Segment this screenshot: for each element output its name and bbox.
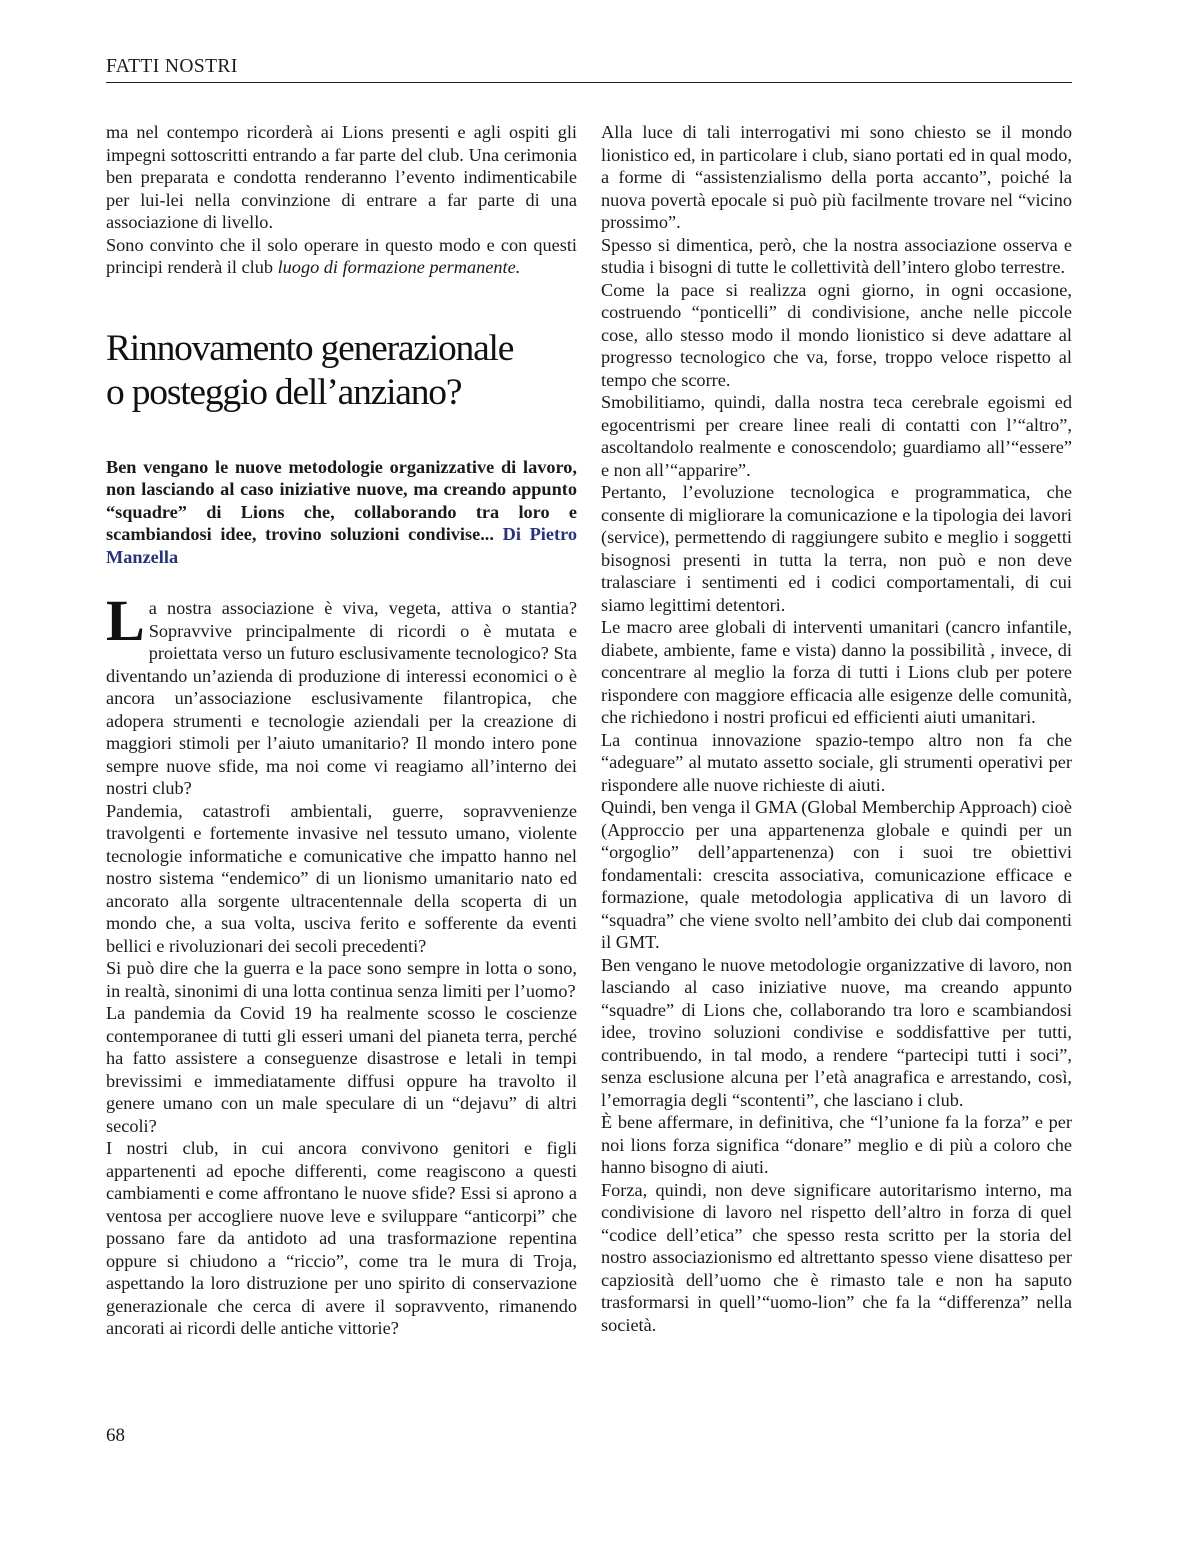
article-title-line-2: o posteggio dell’anziano? [106,371,462,413]
left-paragraph: Pandemia, catastrofi ambientali, guerre, sopravvenienze travolgenti e fortemente invasive nel tessuto umano, violente tecnologie informatiche e comunicative che impatto hanno nel nostro sistema “endemico” di un lionismo umanitario nato ed ancorato alla sorgente ultracentennale della scoperta di un mondo che, a sua volta, usciva ferito e sofferente da eventi bellici e rivoluzionari dei secoli precedenti? [106,800,577,956]
body-first-text: a nostra associazione è viva, vegeta, attiva o stantia? Sopravvive principalmente di ricordi o è mutata e proiettata verso un futuro esclusivamente tecnologico? Sta diventando un’azienda di produzione di interessi economici o è ancora un’associazione esclusivamente filantropica, che adopera strumenti e tecnologie aziendali per la creazione di maggiori stimoli per l’aiuto umanitario? Il mondo intero pone sempre nuove sfide, ma noi come vi reagiamo all’interno dei nostri club? [106,598,577,798]
left-paragraph: I nostri club, in cui ancora convivono genitori e figli appartenenti ad epoche differenti, come reagiscono a questi cambiamenti e come affrontano le nuove sfide? Essi si aprono a ventosa per accogliere nuove leve e sviluppare “anticorpi” che possano fare da antidoto ad una trasformazione repentina oppure si chiudono a “riccio”, come tra le mura di Troja, aspettando la loro distruzione per uno spirito di conservazione generazionale che cerca di avere il sopravvento, rimanendo ancorati ai ricordi delle antiche vittorie? [106,1138,577,1338]
drop-cap: L [106,588,145,653]
intro-paragraph-1: ma nel contempo ricorderà ai Lions presenti e agli ospiti gli impegni sottoscritti entrando a far parte del club. Una cerimonia ben preparata e condotta renderanno l’evento indimenticabile per lui-lei nella convinzione di entrare a far parte di una associazione di livello. [106,122,577,232]
right-paragraph: Alla luce di tali interrogativi mi sono chiesto se il mondo lionistico ed, in particolare i club, siano portati ed in qual modo, a forme di “assistenzialismo della porta accanto”, poiché la nuova povertà epocale si può più facilmente trovare nel “vicino prossimo”. [601,122,1072,232]
section-header: FATTI NOSTRI [106,56,238,77]
author-byline: Di Pietro Manzella [106,524,577,567]
right-paragraph: Forza, quindi, non deve significare autoritarismo interno, ma condivisione di lavoro nel rispetto dell’altro in forza di quel “codice dell’etica” che spesso resta scritto per la storia del nostro associazionismo ed altrettanto spesso viene disatteso per capziosità dell’uomo che è rimasto tale e non ha saputo trasformarsi in quell’“uomo-lion” che fa la “differenza” nella società. [601,1179,1072,1335]
left-paragraph: La pandemia da Covid 19 ha realmente scosso le coscienze contemporanee di tutti gli esseri umani del pianeta terra, perché ha fatto assistere a conseguenze disastrose e letali in tempi brevissimi e immediatamente diffusi oppure ha travolto il genere umano con un male speculare di un “dejavu” di altri secoli? [106,1003,577,1136]
body-paragraph-first [106,588,577,800]
lead-text: Ben vengano le nuove metodologie organizzative di lavoro, non lasciando al caso iniziative nuove, ma creando appunto “squadre” di Lions che, collaborando tra loro e scambiandosi idee, trovino soluzioni condivise... [106,456,577,544]
page-number: 68 [106,1425,125,1446]
article-lead [106,456,577,569]
right-paragraph: Ben vengano le nuove metodologie organizzative di lavoro, non lasciando al caso iniziative nuove, ma creando appunto “squadre” di Lions che, collaborando tra loro e scambiandosi idee, trovino soluzioni condivise e soddisfattive per tutti, contribuendo, in tal modo, a rendere “partecipi tutti i soci”, senza esclusione alcuna per l’età anagrafica e arrestando, così, l’emorragia degli “scontenti”, che lasciano i club. [601,954,1072,1110]
intro-paragraph-2 [106,234,577,279]
article-title-line-1: Rinnovamento generazionale [106,327,514,369]
right-paragraph: Quindi, ben venga il GMA (Global Memberchip Approach) cioè (Approccio per una appartenenza globale e quindi per un “orgoglio” dell’appartenenza) con i suoi tre obiettivi fondamentali: crescita associativa, comunicazione efficace e formazione, quale metodologia applicativa di un lavoro di “squadra” che viene svolto nell’ambito dei club dai componenti il GMT. [601,797,1072,952]
right-column [601,121,1072,1336]
left-paragraph: Si può dire che la guerra e la pace sono sempre in lotta o sono, in realtà, sinonimi di una lotta continua senza limiti per l’uomo? [106,958,577,1001]
header-rule [106,82,1072,83]
intro-paragraph-2-text: Sono convinto che il solo operare in questo modo e con questi principi renderà il club [106,234,577,277]
article-title [106,327,577,415]
left-column [106,121,577,1340]
right-paragraph: Come la pace si realizza ogni giorno, in ogni occasione, costruendo “ponticelli” di condivisione, anche nelle piccole cose, allo stesso modo il mondo lionistico si deve adattare al progresso tecnologico che va, forse, troppo veloce rispetto al tempo che scorre. [601,279,1072,390]
right-paragraph: Smobilitiamo, quindi, dalla nostra teca cerebrale egoismi ed egocentrismi per creare linee reali di contatti con l’“altro”, ascoltandolo realmente e conoscendolo; guardiamo all’“essere” e non all’“apparire”. [601,392,1072,480]
right-paragraph: La continua innovazione spazio-tempo altro non fa che “adeguare” al mutato assetto sociale, gli strumenti operativi per rispondere alle nuove richieste di aiuti. [601,729,1072,795]
right-paragraph: Spesso si dimentica, però, che la nostra associazione osserva e studia i bisogni di tutte le collettività dell’intero globo terrestre. [601,234,1072,277]
intro-paragraph-2-italic: luogo di formazione permanente. [277,257,521,277]
right-paragraph: Le macro aree globali di interventi umanitari (cancro infantile, diabete, ambiente, fame e vista) danno la possibilità , invece, di concentrare al meglio la forza di tutti i Lions club per potere rispondere con maggiore efficacia alle esigenze delle comunità, che richiedono i nostri proficui ed efficienti aiuti umanitari. [601,617,1072,727]
right-paragraph: È bene affermare, in definitiva, che “l’unione fa la forza” e per noi lions forza significa “donare” meglio e di più a coloro che hanno bisogno di aiuti. [601,1112,1072,1177]
right-paragraph: Pertanto, l’evoluzione tecnologica e programmatica, che consente di migliorare la comunicazione e la tipologia dei lavori (service), permettendo di raggiungere subito e meglio i soggetti bisognosi presenti in tutta la terra, non può e non deve tralasciare i sentimenti ed i codici comportamentali, di cui siamo legittimi detentori. [601,482,1072,615]
